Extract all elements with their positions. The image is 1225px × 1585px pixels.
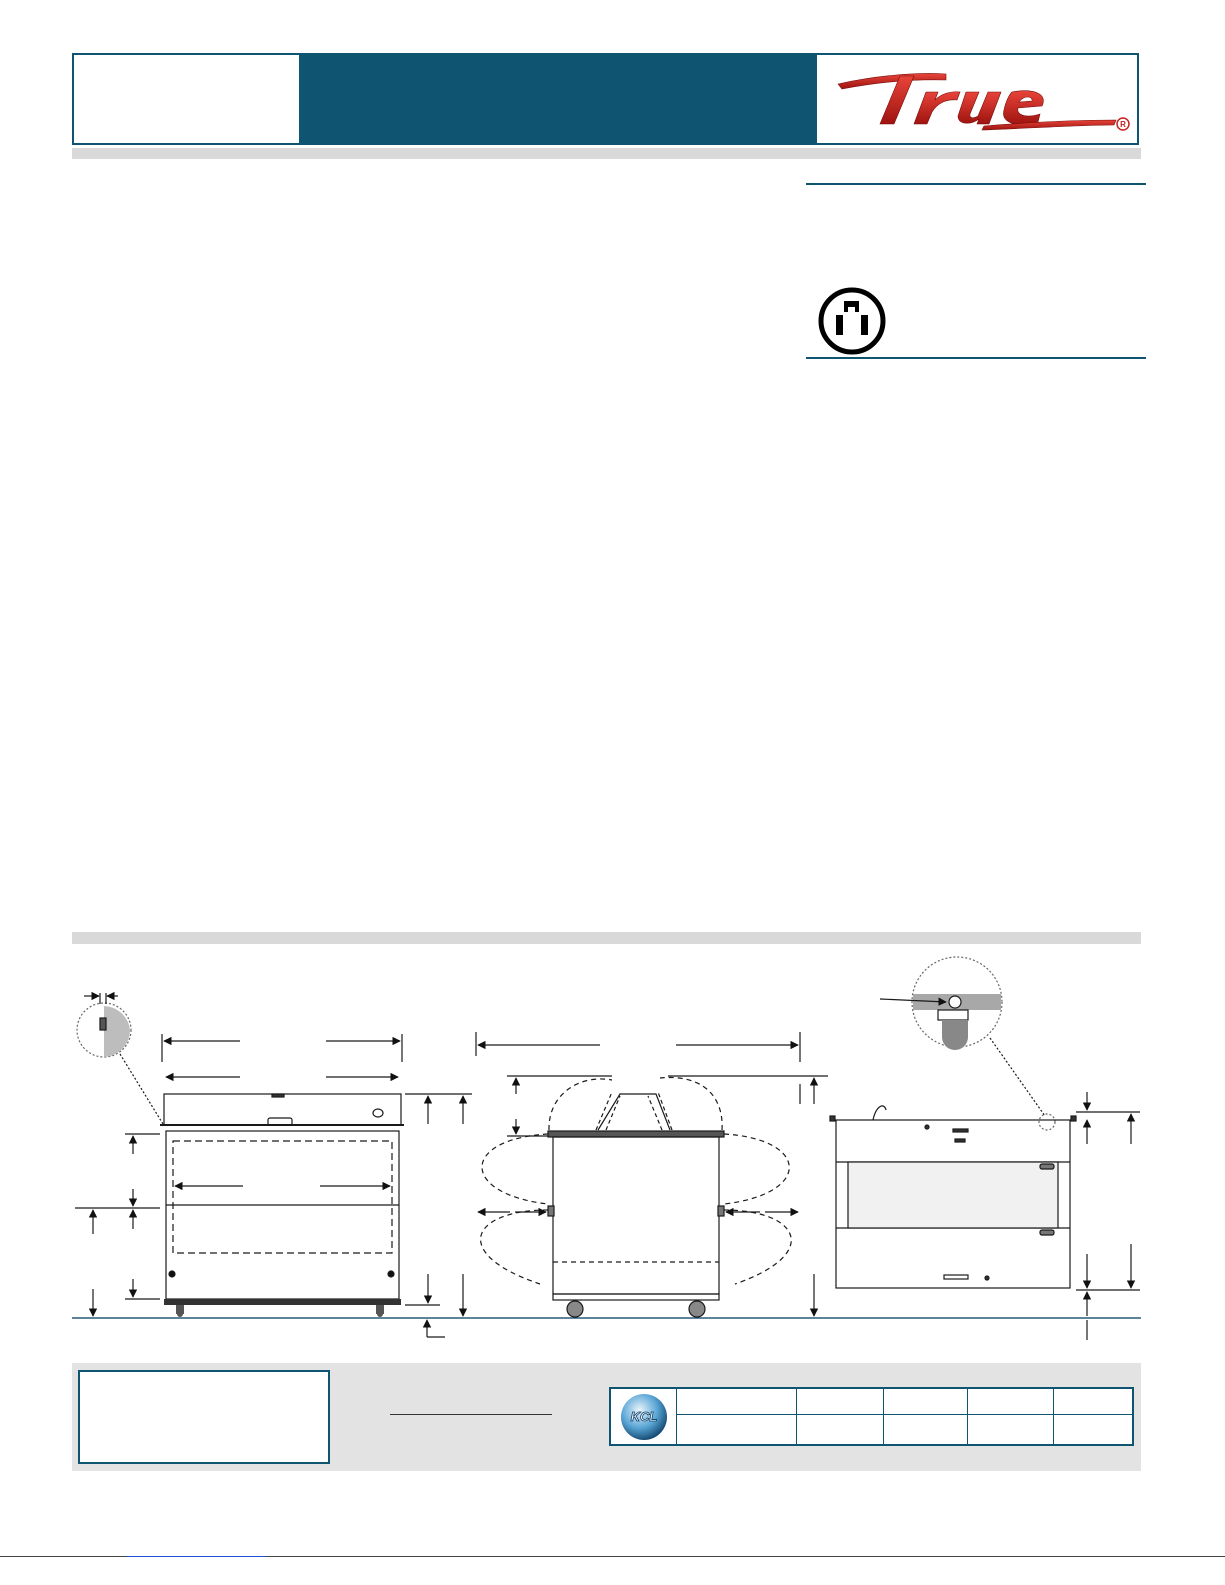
footer-info-box <box>78 1370 330 1464</box>
front-view <box>75 993 472 1337</box>
footer-signature-line <box>390 1414 552 1415</box>
svg-text:R: R <box>1120 120 1126 129</box>
nema-plug-icon <box>816 287 888 359</box>
plug-panel-bottom-rule <box>806 357 1146 359</box>
drawings-separator <box>72 932 1141 944</box>
header-separator <box>72 148 1141 159</box>
header-title-band <box>299 55 817 144</box>
top-view <box>830 957 1140 1340</box>
side-view <box>476 1032 828 1317</box>
dimension-drawings <box>0 944 1225 1354</box>
kcl-approval-table <box>609 1387 1134 1446</box>
footer-link-underline[interactable] <box>126 1556 266 1557</box>
true-logo <box>834 62 1134 138</box>
kcl-logo <box>612 1390 676 1443</box>
plug-panel-top-rule <box>806 183 1146 185</box>
kcl-logo-text: KCL <box>630 1409 658 1424</box>
